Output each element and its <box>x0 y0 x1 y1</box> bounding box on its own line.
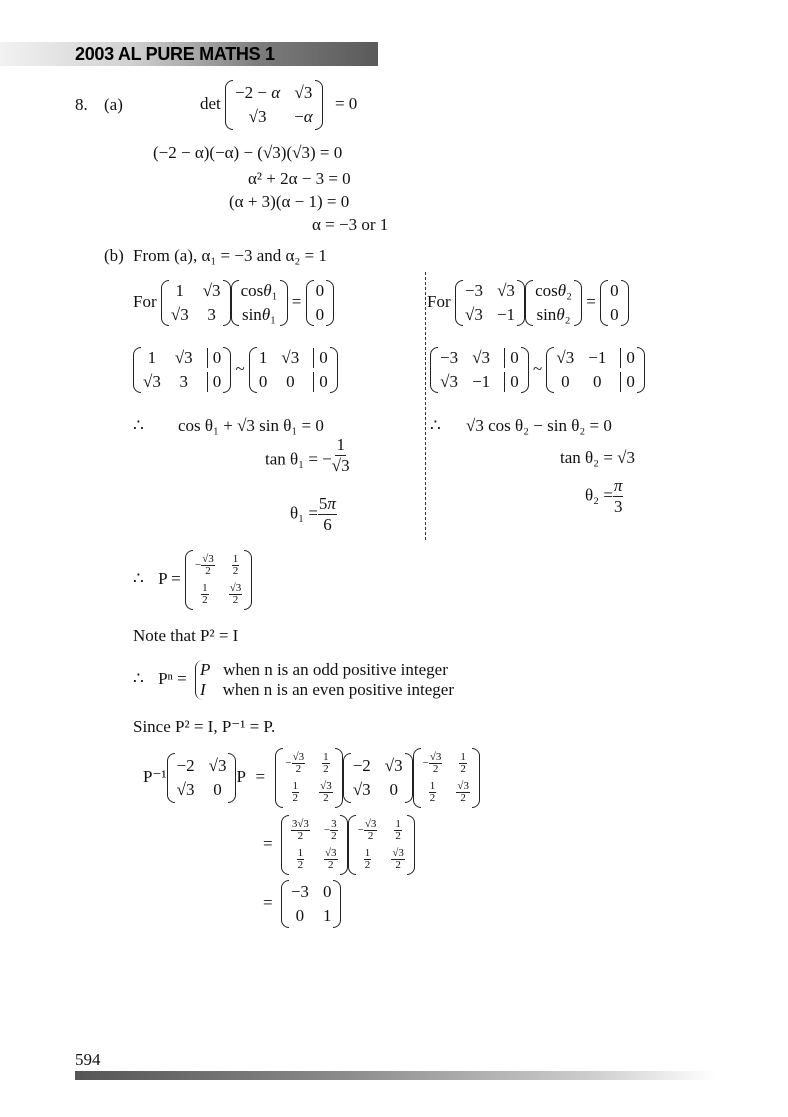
therefore-left: ∴ <box>133 416 144 435</box>
part-b-label: (b) <box>104 246 124 265</box>
a-line-5: α = −3 or 1 <box>312 215 389 234</box>
for-label-left: For <box>133 291 157 311</box>
right-tan: tan θ₂ = √3 <box>560 448 636 467</box>
pn-odd: when n is an odd positive integer <box>223 660 448 679</box>
left-equation: cos θ₁ + √3 sin θ₁ = 0 <box>178 416 324 435</box>
right-theta: θ₂ = $\frac{\pi}{3}$ <box>585 476 623 516</box>
column-divider <box>425 272 426 540</box>
left-augmented: 1 √3 0 √3 3 0 ~ 1 √3 0 0 0 0 <box>133 347 338 393</box>
page-number: 594 <box>75 1050 101 1069</box>
since-line: Since P² = I, P⁻¹ = P. <box>133 717 276 736</box>
a-line-3: α² + 2α − 3 = 0 <box>248 169 351 188</box>
a-line-4: (α + 3)(α − 1) = 0 <box>229 192 350 211</box>
right-system: For −3 √3 √3 −1 cosθ₂ sinθ₂ = 0 0 <box>427 280 629 326</box>
left-system: For 1 √3 √3 3 cosθ₁ sinθ₁ = 0 0 <box>133 280 334 326</box>
a-line-2: (−2 − α)(−α) − (√3)(√3) = 0 <box>153 143 343 162</box>
part-a-label: (a) <box>104 95 123 114</box>
b-intro: From (a), α₁ = −3 and α₂ = 1 <box>133 246 327 265</box>
pn-cases: ∴ Pⁿ = P when n is an odd positive integer I when n is an even positive integer <box>133 660 454 699</box>
header-title: 2003 AL PURE MATHS 1 <box>75 44 275 64</box>
matrix-a: −2 − α √3 √3 −α <box>225 80 323 130</box>
det-equation <box>200 80 357 130</box>
product-line-2: = 3√3 2 − $\frac{3}{2}$ 1 2 √3 2 − $\frac{√3}{2}$ 1 2 1 2 √3 2 <box>263 815 415 875</box>
footer-bar <box>75 1071 715 1080</box>
question-number: 8. <box>75 95 88 114</box>
right-augmented: −3 √3 0 √3 −1 0 ~ √3 −1 0 0 0 0 <box>430 347 645 393</box>
left-theta: θ₁ = $\frac{5\pi}{6}$ <box>290 494 336 534</box>
right-equation: √3 cos θ₂ − sin θ₂ = 0 <box>466 416 612 435</box>
left-tan: tan θ₁ = − $\frac{1}{√3}$ <box>265 435 350 475</box>
det-label: det <box>200 93 221 113</box>
det-rhs: = 0 <box>334 93 358 113</box>
product-line-1: P⁻¹ −2 √3 √3 0 P = − $\frac{√3}{2}$ 1 2 1 2 √3 2 −2 √3 √3 0 − $\frac{√3}{2}$ 1 2 1 2 √3 2 <box>143 748 480 808</box>
pn-even: when n is an even positive integer <box>222 680 454 699</box>
product-line-3: = −3 0 0 1 <box>263 880 341 928</box>
therefore-right: ∴ <box>430 416 441 435</box>
note-line: Note that P² = I <box>133 626 239 645</box>
p-definition: ∴ P = − $\frac{√3}{2}$ 1 2 1 2 √3 2 <box>133 550 252 610</box>
for-label-right: For <box>427 291 451 311</box>
